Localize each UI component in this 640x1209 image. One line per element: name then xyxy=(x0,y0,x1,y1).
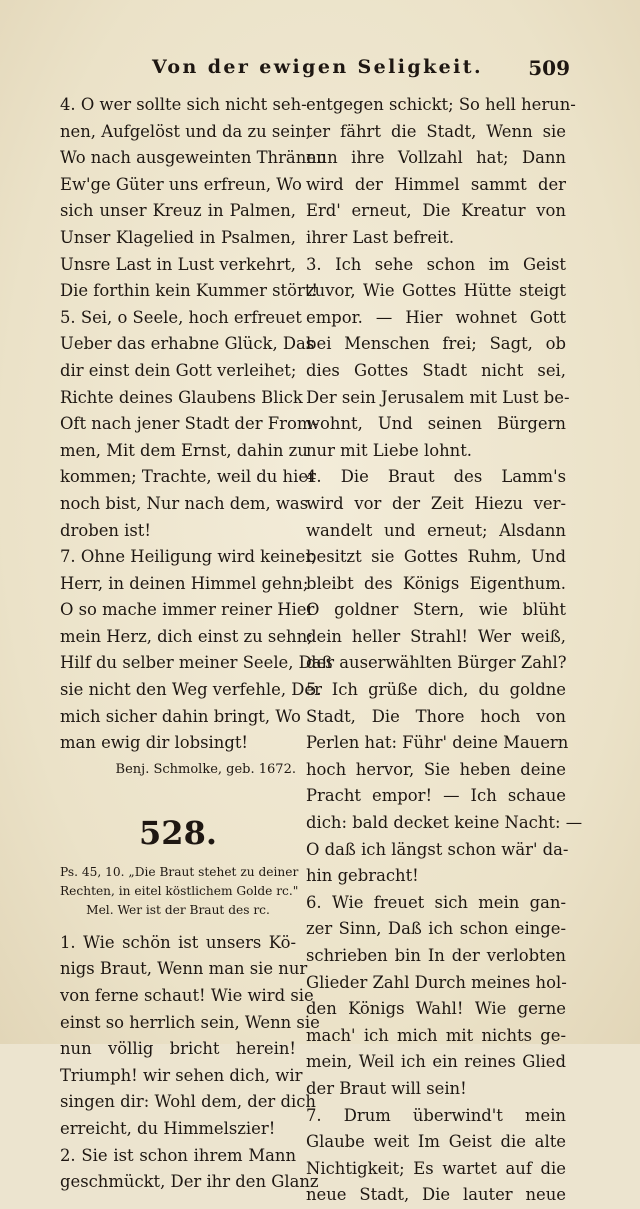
text-line: ihrer Last befreit. xyxy=(306,227,455,247)
text-line: besitzt sie Gottes Ruhm, Und xyxy=(306,547,566,567)
text-line: nur mit Liebe lohnt. xyxy=(306,440,472,460)
text-line: singen dir: Wohl dem, der dich xyxy=(60,1092,316,1112)
text-line: geschmückt, Der ihr den Glanz xyxy=(60,1172,319,1192)
left-column xyxy=(60,92,333,1196)
text-line: Triumph! wir sehen dich, wir xyxy=(60,1065,303,1085)
text-line: wird der Himmel sammt der xyxy=(306,174,566,194)
page-header xyxy=(60,56,570,86)
text-line: mein Herz, dich einst zu sehn; xyxy=(60,626,313,646)
text-line: nigs Braut, Wenn man sie nur xyxy=(60,959,308,979)
text-line: 4. Die Braut des Lamm's xyxy=(306,467,566,487)
text-line: nen, Aufgelöst und da zu sein, xyxy=(60,121,312,141)
text-line: Erd' erneut, Die Kreatur von xyxy=(306,201,566,221)
running-title: Von der ewigen Seligkeit. xyxy=(152,56,483,78)
text-line: 5. Sei, o Seele, hoch erfreuet xyxy=(60,307,302,327)
text-line: 5. Ich grüße dich, du goldne xyxy=(306,680,566,700)
text-line: mich sicher dahin bringt, Wo xyxy=(60,706,301,726)
text-line: 3. Ich sehe schon im Geist xyxy=(306,254,566,274)
text-line: Hilf du selber meiner Seele, Daß xyxy=(60,653,333,673)
text-line: wandelt und erneut; Alsdann xyxy=(306,520,566,540)
text-line: Glieder Zahl Durch meines hol- xyxy=(306,972,567,992)
text-line: 7. Drum überwind't mein xyxy=(306,1105,566,1125)
text-line: dich: bald decket keine Nacht: — xyxy=(306,813,583,833)
text-line: 7. Ohne Heiligung wird keiner, xyxy=(60,547,317,567)
text-line: wohnt, Und seinen Bürgern xyxy=(306,414,566,434)
text-line: Ueber das erhabne Glück, Das xyxy=(60,334,315,354)
text-line: der Braut will sein! xyxy=(306,1078,467,1098)
spacer xyxy=(60,920,296,930)
text-line: Wo nach ausgeweinten Thränen xyxy=(60,148,327,168)
text-line: mein, Weil ich ein reines Glied xyxy=(306,1052,566,1072)
text-line: mach' ich mich mit nichts ge- xyxy=(306,1025,566,1045)
text-line: Unser Klagelied in Psalmen, xyxy=(60,227,296,247)
verses-top xyxy=(60,92,333,757)
text-line: dein heller Strahl! Wer weiß, xyxy=(306,626,566,646)
text-line: 2. Sie ist schon ihrem Mann xyxy=(60,1145,296,1165)
text-line: wird vor der Zeit Hiezu ver- xyxy=(306,493,566,513)
text-line: Perlen hat: Führ' deine Mauern xyxy=(306,733,569,753)
text-line: dir einst dein Gott verleihet; xyxy=(60,360,297,380)
text-line: den Königs Wahl! Wie gerne xyxy=(306,999,566,1019)
text-line: der auserwählten Bürger Zahl? xyxy=(306,653,567,673)
melody-line: Mel. Wer ist der Braut des rc. xyxy=(86,902,270,917)
text-line: ter fährt die Stadt, Wenn sie xyxy=(306,121,566,141)
text-line: entgegen schickt; So hell herun- xyxy=(306,95,576,114)
text-line: Glaube weit Im Geist die alte xyxy=(306,1132,566,1152)
text-line: bleibt des Königs Eigenthum. xyxy=(306,573,566,593)
text-line: hin gebracht! xyxy=(306,866,419,886)
verses-bottom xyxy=(60,930,320,1196)
text-line: nun ihre Vollzahl hat; Dann xyxy=(306,148,566,168)
text-line: sich unser Kreuz in Palmen, xyxy=(60,201,296,221)
text-line: zer Sinn, Daß ich schon einge- xyxy=(306,919,566,939)
page-number: 509 xyxy=(528,56,570,80)
text-line: dies Gottes Stadt nicht sei, xyxy=(306,360,566,380)
text-line: Richte deines Glaubens Blick xyxy=(60,387,303,407)
text-line: Die forthin kein Kummer stört! xyxy=(60,281,319,301)
text-line: zuvor, Wie Gottes Hütte steigt xyxy=(306,281,566,301)
text-line: einst so herrlich sein, Wenn sie xyxy=(60,1012,320,1032)
text-line: kommen; Trachte, weil du hier xyxy=(60,467,316,487)
text-line: O goldner Stern, wie blüht xyxy=(306,600,566,620)
text-line: Nichtigkeit; Es wartet auf die xyxy=(306,1158,566,1178)
text-line: neue Stadt, Die lauter neue xyxy=(306,1185,566,1205)
author-attribution: Benj. Schmolke, geb. 1672. xyxy=(115,761,296,777)
text-line: men, Mit dem Ernst, dahin zu xyxy=(60,440,308,460)
text-line: Pracht empor! — Ich schaue xyxy=(306,786,566,806)
text-line: Unsre Last in Lust verkehrt, xyxy=(60,254,296,274)
text-line: O so mache immer reiner Hier xyxy=(60,600,315,620)
text-line: Oft nach jener Stadt der From- xyxy=(60,414,318,434)
hymn-number: 528. xyxy=(139,813,217,852)
text-line: empor. — Hier wohnet Gott xyxy=(306,307,566,327)
text-line: hoch hervor, Sie heben deine xyxy=(306,759,566,779)
text-line: Der sein Jerusalem mit Lust be- xyxy=(306,387,570,407)
text-line: 6. Wie freuet sich mein gan- xyxy=(306,892,566,912)
text-line: bei Menschen frei; Sagt, ob xyxy=(306,334,566,354)
text-line: droben ist! xyxy=(60,520,151,540)
text-line: man ewig dir lobsingt! xyxy=(60,733,249,753)
scripture-reference: Rechten, in eitel köstlichem Golde rc." xyxy=(60,883,299,898)
text-line: noch bist, Nur nach dem, was xyxy=(60,493,309,513)
text-line: schrieben bin In der verlobten xyxy=(306,946,566,965)
text-line: sie nicht den Weg verfehle, Der xyxy=(60,680,322,700)
scripture-reference: Ps. 45, 10. „Die Braut stehet zu deiner xyxy=(60,864,299,879)
text-line: Ew'ge Güter uns erfreun, Wo xyxy=(60,174,302,194)
text-line: 1. Wie schön ist unsers Kö- xyxy=(60,932,296,952)
text-line: erreicht, du Himmelszier! xyxy=(60,1119,276,1138)
text-line: 4. O wer sollte sich nicht seh- xyxy=(60,95,307,114)
text-line: Herr, in deinen Himmel gehn; xyxy=(60,573,309,593)
text-line: Stadt, Die Thore hoch von xyxy=(306,706,566,726)
right-column xyxy=(306,92,583,1209)
text-line: O daß ich längst schon wär' da- xyxy=(306,839,569,859)
text-line: von ferne schaut! Wie wird sie xyxy=(60,986,314,1006)
text-line: nun völlig bricht herein! xyxy=(60,1039,296,1059)
